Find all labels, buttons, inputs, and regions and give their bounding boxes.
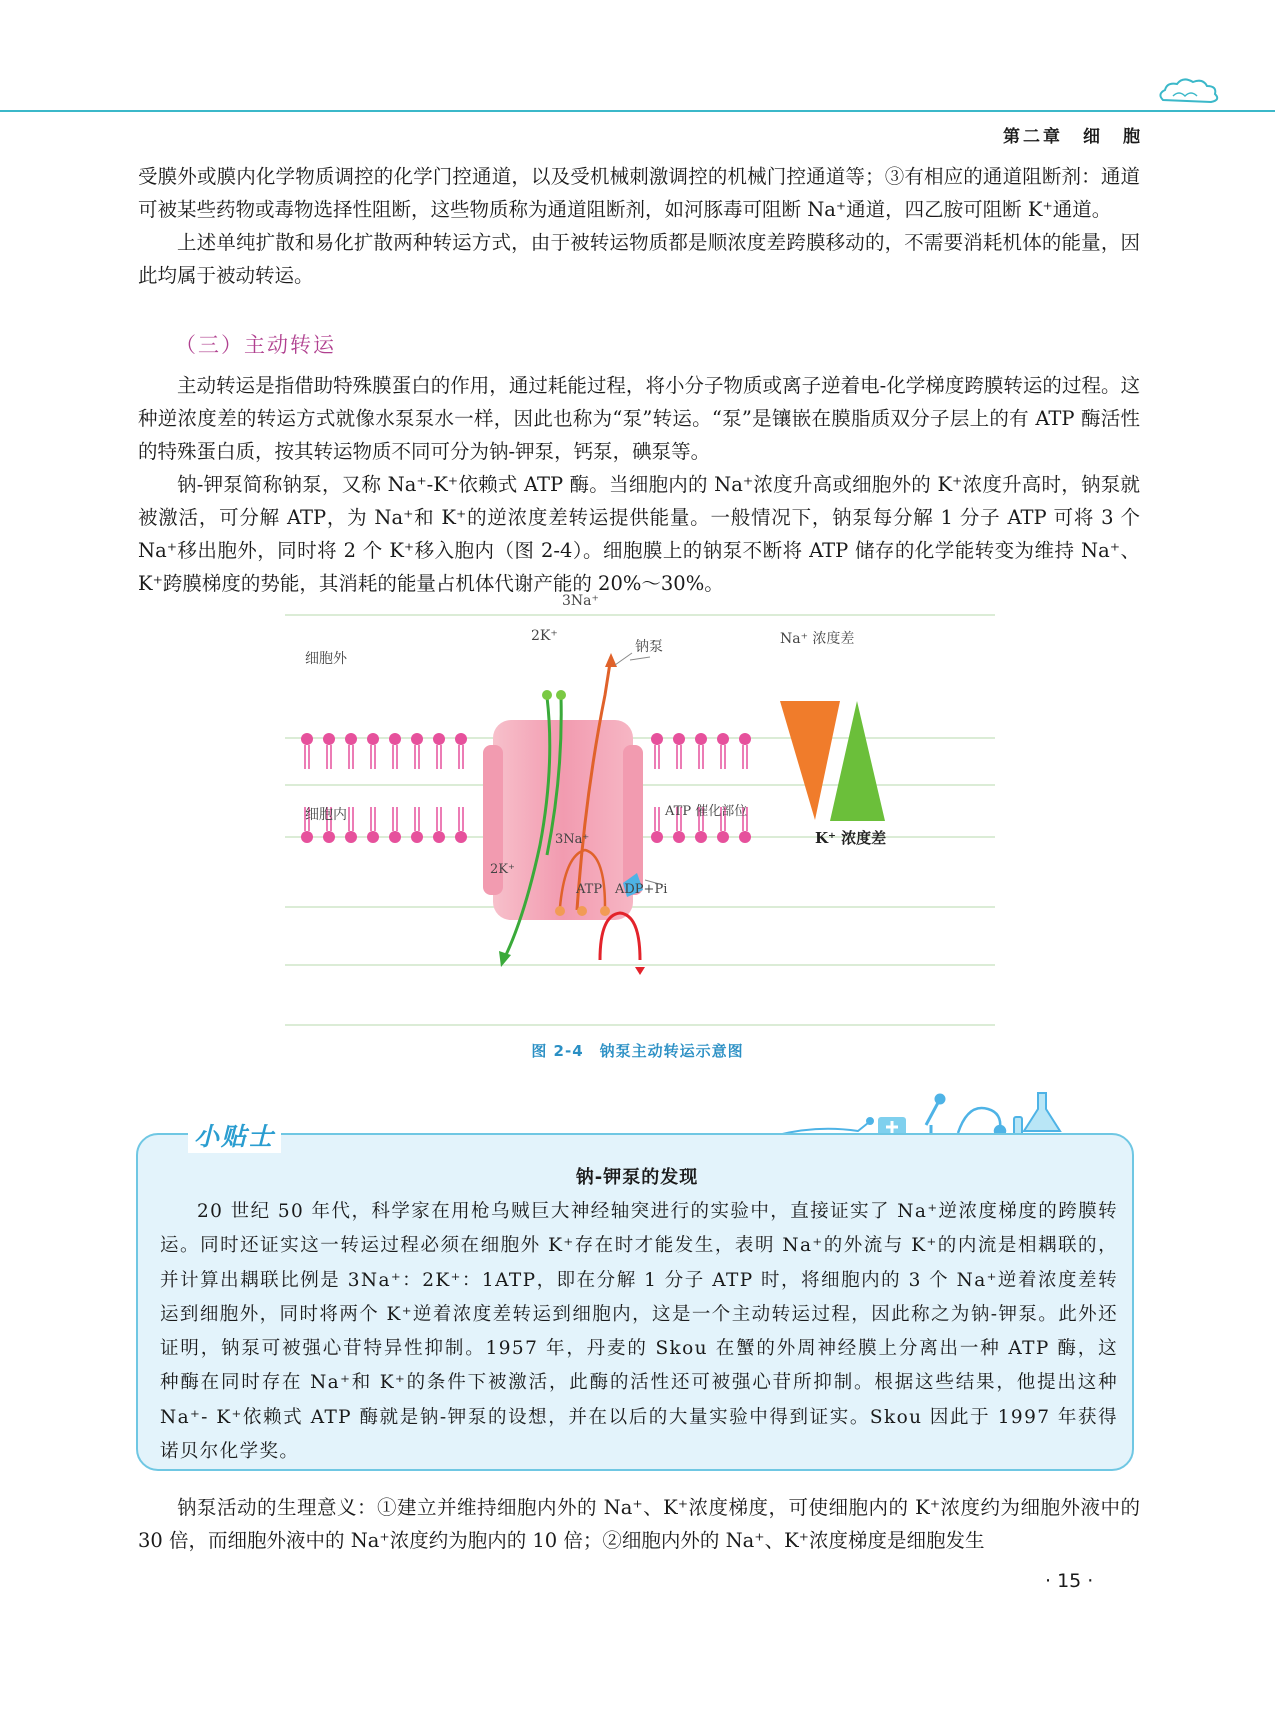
lipid-head (367, 733, 379, 745)
tip-body (160, 1195, 1118, 1469)
lipid-head (323, 831, 335, 843)
na-ion (600, 906, 610, 916)
lipid-head (323, 733, 335, 745)
label-na-gradient: Na⁺ 浓度差 (780, 631, 855, 647)
lipid-head (301, 733, 313, 745)
lipid-head (739, 831, 751, 843)
lipid-head (411, 733, 423, 745)
paragraph-5: 钠泵活动的生理意义：①建立并维持细胞内外的 Na⁺、K⁺浓度梯度，可使细胞内的 K⁺浓度约为细胞外液中的 30 倍，而细胞外液中的 Na⁺浓度约为胞内的 10 倍；②细胞内外的 Na⁺、K⁺浓度梯度是细胞发生 (138, 1496, 1140, 1552)
lipid-head (411, 831, 423, 843)
lipid-head (389, 831, 401, 843)
text-block-bottom (138, 1491, 1140, 1557)
lipid-head (455, 733, 467, 745)
k-ion (542, 690, 552, 700)
label-k-gradient: K⁺ 浓度差 (815, 829, 887, 847)
page-number: · 15 · (1045, 1570, 1094, 1592)
k-ion (556, 690, 566, 700)
lipid-head (673, 733, 685, 745)
lipid-head (455, 831, 467, 843)
lipid-head (717, 733, 729, 745)
microscope-icon (918, 1095, 944, 1137)
label-na-in: 3Na⁺ (555, 832, 590, 847)
lipid-head (301, 831, 313, 843)
figure-caption: 图 2-4 钠泵主动转运示意图 (531, 1042, 744, 1060)
paragraph-3: 主动转运是指借助特殊膜蛋白的作用，通过耗能过程，将小分子物质或离子逆着电-化学梯度跨膜转运的过程。这种逆浓度差的转运方式就像水泵泵水一样，因此也称为“泵”转运。“泵”是镶嵌在膜脂质双分子层上的有 ATP 酶活性的特殊蛋白质，按其转运物质不同可分为钠-钾泵，钙泵，碘泵等。 (138, 374, 1140, 463)
text-block-top (138, 160, 1140, 292)
label-pump: 钠泵 (635, 639, 663, 655)
lipid-head (695, 831, 707, 843)
label-atp-site: ATP 催化部位 (665, 804, 748, 819)
na-ion (577, 906, 587, 916)
atp-arrow-path (600, 913, 640, 960)
label-outside: 细胞外 (305, 651, 347, 667)
section-heading: （三）主动转运 (175, 333, 336, 357)
tip-paragraph: 20 世纪 50 年代，科学家在用枪乌贼巨大神经轴突进行的实验中，直接证实了 Na⁺逆浓度梯度的跨膜转运。同时还证实这一转运过程必须在细胞外 K⁺存在时才能发生，表明 Na⁺的外流与 K⁺的内流是相耦联的，并计算出耦联比例是 3Na⁺：2K⁺：1ATP，即在分解 1 分子 ATP 时，将细胞内的 3 个 Na⁺逆着浓度差转运到细胞外，同时将两个 K⁺逆着浓度差转运到细胞内，这是一个主动转运过程，因此称之为钠-钾泵。此外还证明，钠泵可被强心苷特异性抑制。1957 年，丹麦的 Skou 在蟹的外周神经膜上分离出一种 ATP 酶，这种酶在同时存在 Na⁺和 K⁺的条件下被激活，此酶的活性还可被强心苷所抑制。根据这些结果，他提出这种 Na⁺- K⁺依赖式 ATP 酶就是钠-钾泵的设想，并在以后的大量实验中得到证实。Skou 因此于 1997 年获得诺贝尔化学奖。 (160, 1201, 1118, 1463)
atp-arrow-head (635, 967, 645, 975)
chapter-header: 第二章 细 胞 (1003, 127, 1143, 147)
paragraph-1: 受膜外或膜内化学物质调控的化学门控通道，以及受机械刺激调控的机械门控通道等；③有相应的通道阻断剂：通道可被某些药物或毒物选择性阻断，这些物质称为通道阻断剂，如河豚毒可阻断 Na⁺通道，四乙胺可阻断 K⁺通道。 (138, 165, 1140, 221)
tip-ornaments (778, 1083, 1078, 1139)
stethoscope-icon (958, 1108, 1005, 1136)
lipid-head (389, 733, 401, 745)
tip-label: 小贴士 (188, 1117, 281, 1153)
flask-icon (1014, 1093, 1060, 1137)
lipid-head (651, 733, 663, 745)
na-gradient-triangle (780, 701, 840, 820)
lipid-head (345, 733, 357, 745)
label-adp: ADP+Pi (615, 882, 668, 897)
lipid-head (695, 733, 707, 745)
sodium-pump-figure (285, 593, 995, 1025)
label-na-out: 3Na⁺ (562, 593, 599, 609)
paragraph-4: 钠-钾泵简称钠泵，又称 Na⁺-K⁺依赖式 ATP 酶。当细胞内的 Na⁺浓度升高或细胞外的 K⁺浓度升高时，钠泵就被激活，可分解 ATP，为 Na⁺和 K⁺的逆浓度差转运提供能量。一般情况下，钠泵每分解 1 分子 ATP 可将 3 个 Na⁺移出胞外，同时将 2 个 K⁺移入胞内（图 2-4）。细胞膜上的钠泵不断将 ATP 储存的化学能转变为维持 Na⁺、K⁺跨膜梯度的势能，其消耗的能量占机体代谢产能的 20%～30%。 (138, 473, 1140, 595)
lipid-head (433, 733, 445, 745)
label-k-bottom: 2K⁺ (490, 862, 515, 877)
label-inside: 细胞内 (305, 807, 347, 823)
text-block-middle (138, 369, 1140, 600)
label-k-top: 2K⁺ (531, 628, 558, 644)
cloud-ornament-icon (1155, 76, 1225, 110)
lipid-head (367, 831, 379, 843)
lipid-head (739, 733, 751, 745)
lipid-head (717, 831, 729, 843)
lipid-head (433, 831, 445, 843)
paragraph-2: 上述单纯扩散和易化扩散两种转运方式，由于被转运物质都是顺浓度差跨膜移动的，不需要消耗机体的能量，因此均属于被动转运。 (138, 231, 1140, 287)
lipid-head (345, 831, 357, 843)
label-atp: ATP (576, 882, 603, 897)
pump-right-lobe (623, 745, 643, 895)
k-gradient-triangle (830, 701, 885, 821)
tip-title: 钠-钾泵的发现 (575, 1167, 699, 1188)
na-ion (555, 906, 565, 916)
lipid-head (651, 831, 663, 843)
header-rule (0, 110, 1275, 112)
lipid-head (673, 831, 685, 843)
